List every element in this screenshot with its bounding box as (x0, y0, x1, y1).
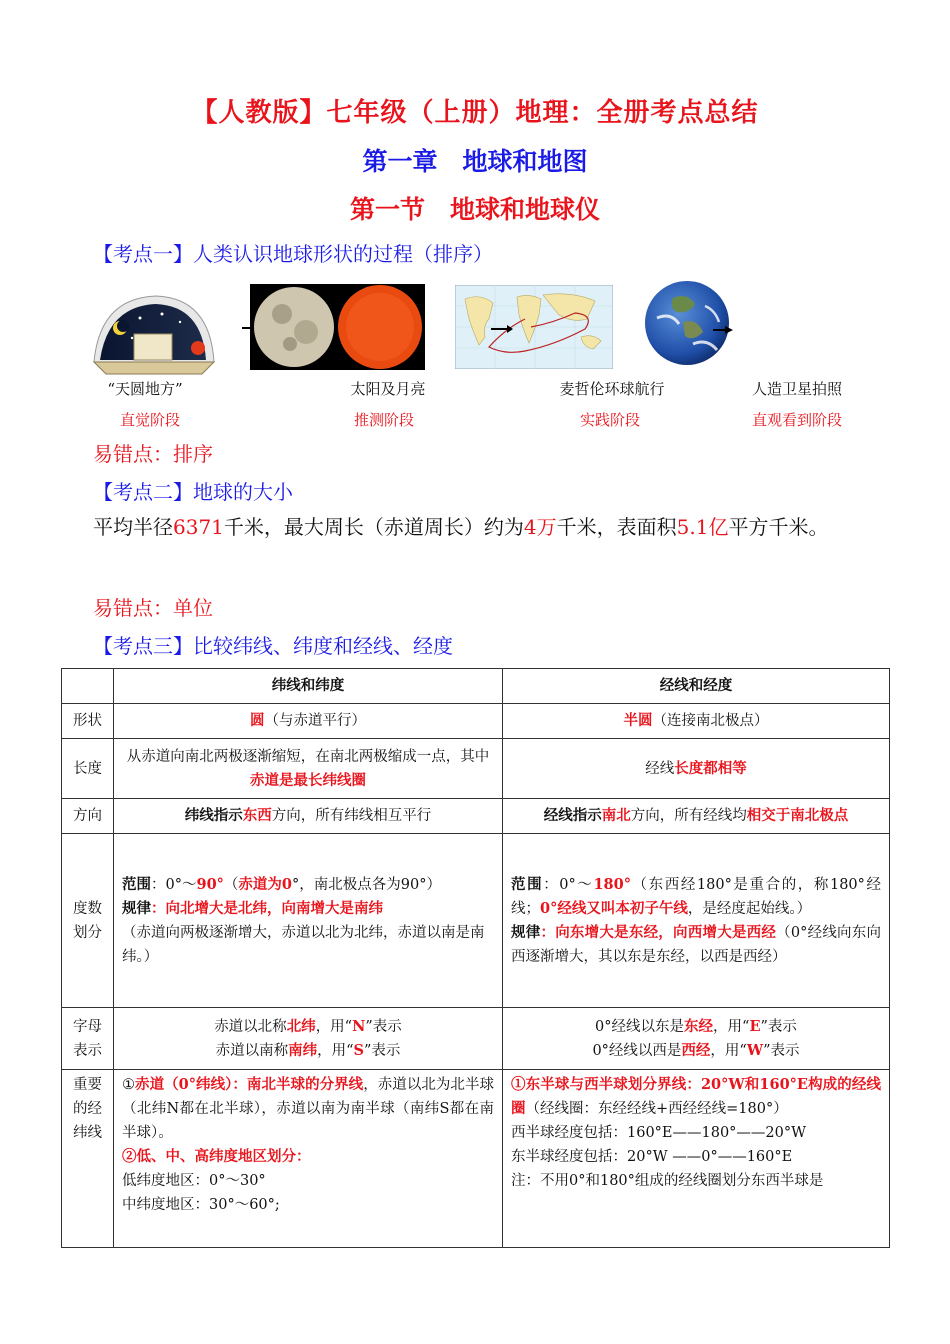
equator-key: 赤道（0°纬线）：南北半球的分界线 (135, 1076, 364, 1093)
lon-direction-key-2: 相交于南北极点 (746, 807, 849, 824)
western-hemisphere: 西半球经度包括：160°E——180°——20°W (511, 1125, 807, 1141)
header-lon: 经线和经度 (503, 669, 890, 704)
kp1-stage-2: 推测阶段 (353, 411, 414, 429)
lat-range-equator: 赤道为0 (238, 875, 293, 893)
lat-letter-north (122, 1015, 494, 1039)
chapter-title: 第一章 地球和地图 (362, 147, 588, 176)
low-latitude: 低纬度地区：0°～30° (122, 1173, 266, 1189)
lat-range-label: 范围 (122, 875, 151, 893)
lat-rule-label: 规律 (122, 899, 151, 917)
lat-lon-table (61, 668, 890, 1248)
lat-rule (122, 897, 494, 921)
lon-east-b: ，用“ (713, 1018, 750, 1035)
lon-letter-east (511, 1015, 881, 1039)
kp1-caption-3: 麦哲伦环球航行 (559, 380, 665, 398)
lon-rule (511, 921, 881, 969)
kp1-error-point: 易错点：排序 (93, 442, 213, 466)
lon-west-a: 0°经线以西是 (592, 1042, 682, 1059)
lat-range-max: 90° (196, 875, 224, 893)
lon-length-key: 长度都相等 (674, 759, 747, 777)
kp1-caption-1: “天圆地方” (107, 380, 183, 398)
lat-north-b: ，用“ (315, 1018, 353, 1035)
lon-direction-mid: 方向，所有经线均 (630, 808, 747, 824)
lon-degree-cell (503, 834, 890, 1008)
lon-length-cell (503, 739, 890, 799)
lat-rule-text: ：向北增大是北纬，向南增大是南纬 (151, 899, 383, 917)
table-row-length (62, 739, 890, 799)
lat-item-num: ① (122, 1077, 136, 1093)
table-row-letter (62, 1008, 890, 1070)
lon-range-c: ，是经度起始线。） (687, 900, 812, 917)
kp2-error-point: 易错点：单位 (93, 596, 213, 620)
equator-note: ，赤道以北为北半球（北纬N都在北半球），赤道以南为南半球（南纬S都在南半球）。 (122, 1077, 495, 1141)
eastern-hemisphere: 东半球经度包括：20°W ——0°——160°E (511, 1149, 793, 1165)
lon-range-a: ：0°～ (543, 876, 594, 893)
hemisphere-boundary: 东半球与西半球划分界线：20°W和160°E构成的经线圈 (511, 1076, 882, 1117)
lon-length-text: 经线 (645, 760, 675, 777)
header-empty-cell (62, 669, 114, 704)
lat-range-c: °，南北极点各为90°） (292, 876, 441, 893)
lon-shape-key: 半圆 (623, 712, 653, 729)
earth-radius: 6371 (173, 515, 224, 539)
lat-north-c: ”表示 (365, 1018, 402, 1035)
section-title: 第一节 地球和地球仪 (349, 195, 600, 224)
kp1-stage-3: 实践阶段 (579, 411, 640, 429)
lon-east-key: 东经 (684, 1017, 714, 1035)
hemisphere-footnote: 注：不用0°和180°组成的经线圈划分东西半球是 (511, 1173, 824, 1189)
kp2-paragraph (93, 508, 863, 546)
lat-length-cell (114, 739, 503, 799)
earth-area: 5.1亿 (676, 515, 729, 539)
lat-rule-note: （赤道向两极逐渐增大，赤道以北为北纬，赤道以南是南纬。） (122, 924, 485, 965)
row-label-shape: 形状 (62, 704, 114, 739)
document-title: 【人教版】七年级（上册）地理：全册考点总结 (191, 98, 759, 128)
mid-latitude: 中纬度地区：30°～60°; (122, 1197, 280, 1213)
table-header-row (62, 669, 890, 704)
kp2-text-4: 平方千米。 (728, 515, 829, 539)
lat-important-cell (114, 1070, 503, 1248)
lon-rule-text: ：向东增大是东经，向西增大是西经 (540, 923, 777, 941)
lon-rule-label: 规律 (511, 923, 541, 941)
lat-south-letter: S (353, 1041, 364, 1059)
header-lat: 纬线和纬度 (114, 669, 503, 704)
lat-range-a: ：0°～ (151, 876, 197, 893)
lon-letter-west (511, 1039, 881, 1063)
lon-west-key: 西经 (681, 1041, 711, 1059)
lat-degree-cell (114, 834, 503, 1008)
world-map-route (455, 285, 613, 369)
lon-rule-note: （0°经线向东向西逐渐增大，其以东是东经，以西是西经） (511, 924, 882, 965)
row-label-important: 重要的经纬线 (62, 1070, 114, 1248)
lon-item-num: ① (511, 1076, 526, 1093)
lat-letter-south (122, 1039, 494, 1063)
moon-sun-photo (250, 284, 425, 370)
lat-south-key: 南纬 (288, 1041, 318, 1059)
lon-east-c: ”表示 (760, 1018, 797, 1035)
kp1-stage-1: 直觉阶段 (119, 411, 180, 429)
row-label-direction: 方向 (62, 799, 114, 834)
lon-prime-meridian: 0°经线又叫本初子午线 (540, 899, 688, 917)
lat-shape-key: 圆 (250, 712, 265, 729)
earth-photo (643, 278, 739, 368)
lon-important-1 (511, 1073, 881, 1121)
lon-east-a: 0°经线以东是 (595, 1018, 685, 1035)
kp2-text-3: 千米，表面积 (556, 515, 677, 539)
lat-range (122, 873, 494, 897)
lat-north-a: 赤道以北称 (214, 1018, 287, 1035)
row-label-length: 长度 (62, 739, 114, 799)
sky-dome-icon (90, 290, 216, 380)
kp1-stage-4: 直观看到阶段 (751, 411, 842, 429)
lon-direction-key: 南北 (601, 807, 631, 824)
table-row-shape (62, 704, 890, 739)
kp2-heading: 【考点二】地球的大小 (93, 480, 293, 504)
lon-range-label: 范围 (511, 875, 544, 893)
lon-direction-cell (503, 799, 890, 834)
lat-direction-lead: 纬线指示 (184, 807, 243, 824)
lat-shape-note: （与赤道平行） (264, 713, 366, 729)
lat-north-key: 北纬 (286, 1017, 316, 1035)
lat-south-b: ，用“ (317, 1042, 354, 1059)
kp3-heading: 【考点三】比较纬线、纬度和经线、经度 (93, 634, 453, 658)
lon-shape-cell (503, 704, 890, 739)
lon-letter-cell (503, 1008, 890, 1070)
lat-letter-cell (114, 1008, 503, 1070)
lon-important-cell (503, 1070, 890, 1248)
kp1-caption-4: 人造卫星拍照 (751, 380, 842, 398)
lon-range-max: 180° (593, 875, 631, 893)
lon-east-letter: E (749, 1017, 761, 1035)
table-row-important (62, 1070, 890, 1248)
table-row-degree (62, 834, 890, 1008)
lon-shape-note: （连接南北极点） (652, 713, 769, 729)
lat-shape-cell (114, 704, 503, 739)
kp1-caption-2: 太阳及月亮 (350, 380, 426, 398)
lat-zone-heading: ②低、中、高纬度地区划分： (122, 1148, 311, 1165)
table-row-direction (62, 799, 890, 834)
row-label-degree: 度数划分 (62, 834, 114, 1008)
lon-west-letter: W (746, 1041, 764, 1059)
lat-length-key: 赤道是最长纬线圈 (250, 771, 366, 789)
lat-south-a: 赤道以南称 (215, 1042, 289, 1059)
kp2-text-2: 千米，最大周长（赤道周长）约为 (223, 515, 524, 539)
kp2-text-1: 平均半径 (93, 515, 173, 539)
hemisphere-note: （经线圈：东经经线+西经经线=180°） (525, 1101, 788, 1117)
row-label-letter: 字母表示 (62, 1008, 114, 1070)
lat-north-letter: N (352, 1017, 366, 1035)
lon-west-c: ”表示 (763, 1042, 800, 1059)
lat-range-b: （ (223, 876, 239, 893)
lon-range (511, 873, 881, 921)
lat-length-text: 从赤道向南北两极逐渐缩短，在南北两极缩成一点，其中 (126, 748, 490, 765)
kp1-heading: 【考点一】人类认识地球形状的过程（排序） (93, 242, 493, 266)
lon-range-b: （东西经180°是重合的，称180°经线； (511, 876, 881, 917)
lat-south-c: ”表示 (363, 1042, 401, 1059)
lon-west-b: ，用“ (710, 1042, 747, 1059)
lat-important-1 (122, 1073, 494, 1145)
earth-circumference: 4万 (523, 515, 557, 539)
lat-direction-cell (114, 799, 503, 834)
lat-direction-key: 东西 (242, 807, 272, 824)
lat-direction-rest: 方向，所有纬线相互平行 (271, 808, 432, 824)
lon-direction-lead: 经线指示 (543, 807, 602, 824)
